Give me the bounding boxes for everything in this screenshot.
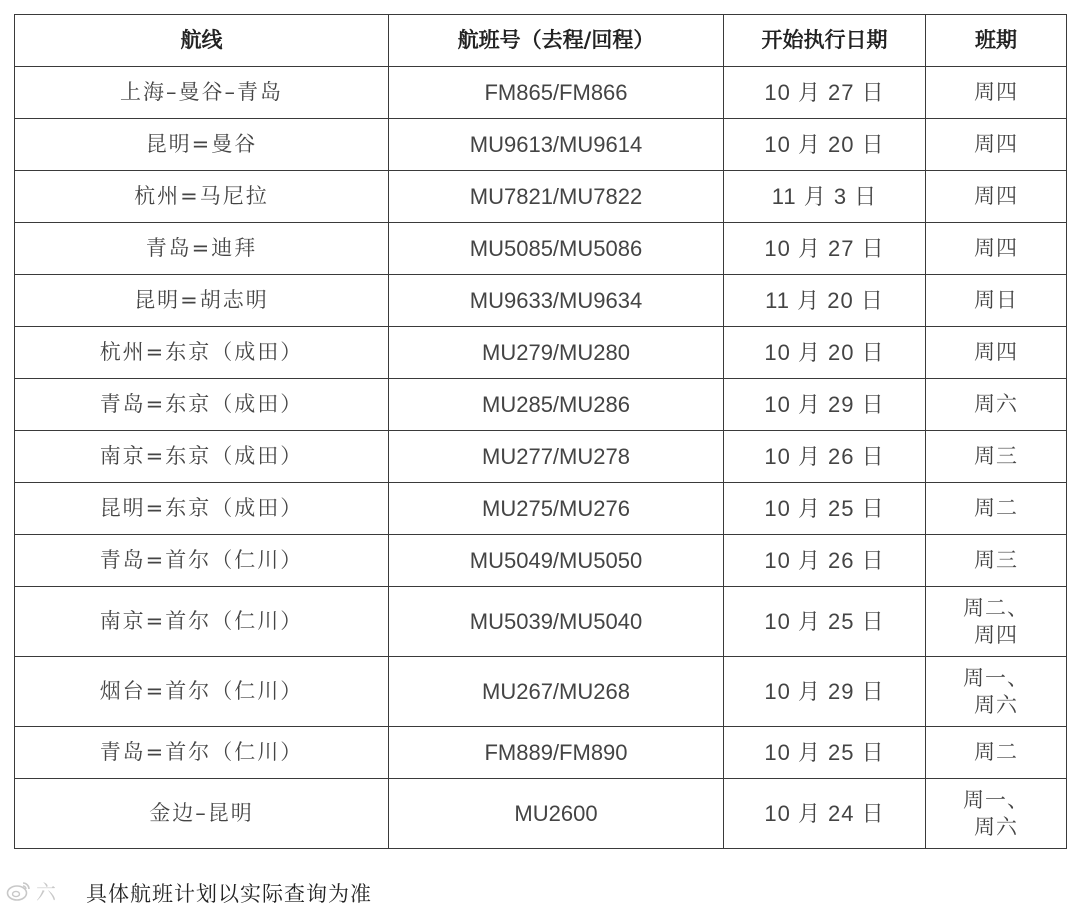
flight-number-cell: MU7821/MU7822	[389, 171, 724, 223]
watermark-text: 六	[36, 880, 56, 904]
start-date-cell: 10 月 25 日	[724, 727, 926, 779]
table-row	[15, 535, 1067, 587]
header-schedule: 班期	[926, 15, 1067, 67]
schedule-day: 周一、	[963, 665, 1029, 690]
schedule-day: 周二、	[963, 595, 1029, 620]
schedule-cell	[926, 379, 1067, 431]
table-row	[15, 779, 1067, 849]
header-route: 航线	[15, 15, 389, 67]
start-date-cell: 10 月 20 日	[724, 119, 926, 171]
schedule-day: 周六	[974, 392, 1018, 416]
schedule-day: 周二	[974, 740, 1018, 764]
table-row	[15, 379, 1067, 431]
table-row	[15, 119, 1067, 171]
route-cell: 烟台=首尔（仁川）	[15, 657, 389, 727]
flight-number-cell: MU5085/MU5086	[389, 223, 724, 275]
footnote: 具体航班计划以实际查询为准	[86, 882, 372, 906]
flight-number-cell: MU2600	[389, 779, 724, 849]
flight-number-cell: MU279/MU280	[389, 327, 724, 379]
flight-number-cell: MU285/MU286	[389, 379, 724, 431]
route-cell: 青岛=迪拜	[15, 223, 389, 275]
start-date-cell: 11 月 20 日	[724, 275, 926, 327]
schedule-cell	[926, 67, 1067, 119]
table-row	[15, 657, 1067, 727]
route-cell: 昆明=曼谷	[15, 119, 389, 171]
table-row	[15, 67, 1067, 119]
start-date-cell: 10 月 24 日	[724, 779, 926, 849]
flight-number-cell: MU5039/MU5040	[389, 587, 724, 657]
schedule-cell	[926, 223, 1067, 275]
table-row	[15, 171, 1067, 223]
route-cell: 金边–昆明	[15, 779, 389, 849]
table-row	[15, 587, 1067, 657]
route-cell: 青岛=首尔（仁川）	[15, 535, 389, 587]
route-cell: 杭州=马尼拉	[15, 171, 389, 223]
schedule-day: 周三	[974, 548, 1018, 572]
schedule-cell	[926, 171, 1067, 223]
schedule-day: 周四	[974, 340, 1018, 364]
start-date-cell: 10 月 20 日	[724, 327, 926, 379]
schedule-cell	[926, 327, 1067, 379]
schedule-day: 周四	[974, 236, 1018, 260]
header-start-date: 开始执行日期	[724, 15, 926, 67]
start-date-cell: 10 月 27 日	[724, 223, 926, 275]
flight-number-cell: MU9613/MU9614	[389, 119, 724, 171]
flight-number-cell: MU9633/MU9634	[389, 275, 724, 327]
schedule-cell	[926, 587, 1067, 657]
schedule-day: 周四	[974, 184, 1018, 208]
schedule-cell	[926, 431, 1067, 483]
flight-number-cell: MU277/MU278	[389, 431, 724, 483]
start-date-cell: 11 月 3 日	[724, 171, 926, 223]
start-date-cell: 10 月 25 日	[724, 483, 926, 535]
start-date-cell: 10 月 29 日	[724, 379, 926, 431]
start-date-cell: 10 月 27 日	[724, 67, 926, 119]
schedule-cell	[926, 657, 1067, 727]
route-cell: 上海–曼谷–青岛	[15, 67, 389, 119]
schedule-cell	[926, 483, 1067, 535]
watermark	[6, 876, 56, 905]
schedule-cell	[926, 275, 1067, 327]
route-cell: 青岛=东京（成田）	[15, 379, 389, 431]
route-cell: 南京=东京（成田）	[15, 431, 389, 483]
table-row	[15, 327, 1067, 379]
flight-schedule-table	[14, 14, 1067, 849]
schedule-day: 周六	[974, 692, 1018, 717]
schedule-day: 周四	[974, 622, 1018, 647]
schedule-cell	[926, 119, 1067, 171]
schedule-day: 周日	[974, 288, 1018, 312]
route-cell: 南京=首尔（仁川）	[15, 587, 389, 657]
schedule-cell	[926, 727, 1067, 779]
start-date-cell: 10 月 25 日	[724, 587, 926, 657]
header-flight-number: 航班号（去程/回程）	[389, 15, 724, 67]
flight-number-cell: FM865/FM866	[389, 67, 724, 119]
schedule-day: 周四	[974, 80, 1018, 104]
flight-number-cell: FM889/FM890	[389, 727, 724, 779]
start-date-cell: 10 月 29 日	[724, 657, 926, 727]
weibo-logo-icon	[6, 880, 32, 902]
table-row	[15, 431, 1067, 483]
table-body	[15, 67, 1067, 849]
table-row	[15, 223, 1067, 275]
flight-number-cell: MU5049/MU5050	[389, 535, 724, 587]
table-row	[15, 483, 1067, 535]
table-header-row	[15, 15, 1067, 67]
route-cell: 青岛=首尔（仁川）	[15, 727, 389, 779]
schedule-day: 周六	[974, 814, 1018, 839]
flight-number-cell: MU275/MU276	[389, 483, 724, 535]
table-row	[15, 275, 1067, 327]
route-cell: 昆明=东京（成田）	[15, 483, 389, 535]
start-date-cell: 10 月 26 日	[724, 431, 926, 483]
schedule-day: 周三	[974, 444, 1018, 468]
schedule-day: 周一、	[963, 787, 1029, 812]
table-row	[15, 727, 1067, 779]
route-cell: 昆明=胡志明	[15, 275, 389, 327]
schedule-day: 周四	[974, 132, 1018, 156]
flight-number-cell: MU267/MU268	[389, 657, 724, 727]
start-date-cell: 10 月 26 日	[724, 535, 926, 587]
route-cell: 杭州=东京（成田）	[15, 327, 389, 379]
schedule-day: 周二	[974, 496, 1018, 520]
schedule-cell	[926, 779, 1067, 849]
schedule-cell	[926, 535, 1067, 587]
